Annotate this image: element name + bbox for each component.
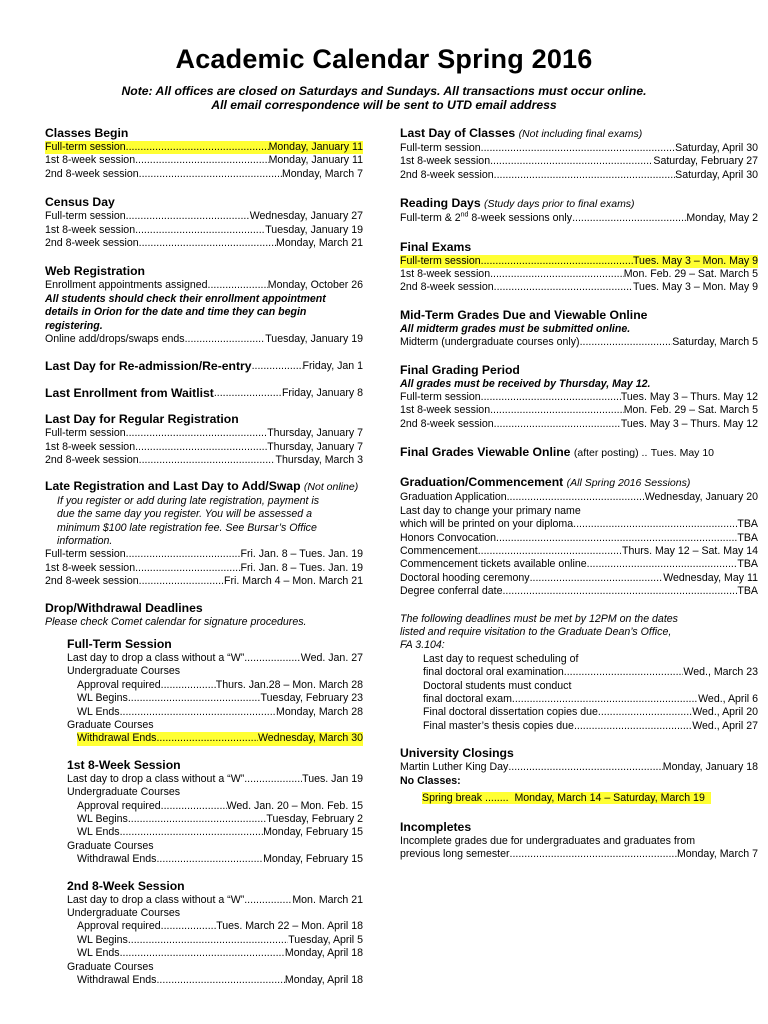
- graduation-section: [400, 475, 758, 598]
- date-row: 2nd 8-week session ..... Tues. May 3 – Thurs. May 12: [400, 418, 758, 431]
- undergrad-label: Undergraduate Courses: [67, 786, 181, 799]
- drop-withdrawal-section: [45, 601, 363, 988]
- date-row: 1st 8-week session ..... Fri. Jan. 8 – Tues. Jan. 19: [45, 562, 363, 575]
- date-row: Approval required ..... Tues. March 22 – Mon. April 18: [67, 920, 363, 933]
- regular-registration-section: [45, 412, 363, 467]
- waitlist-row: Last Enrollment from Waitlist ..... Friday, January 8: [45, 386, 363, 401]
- section-heading: Reading Days (Study days prior to final exams): [400, 196, 635, 211]
- late-fee-notice: If you register or add during late registration, payment is due the same day you register. You will be assessed a minimum $100 late registration fee. See Bursar’s Office information.: [57, 494, 320, 547]
- date-row: 1st 8-week session ..... Tuesday, January 19: [45, 224, 363, 237]
- date-row: Full-term session ..... Wednesday, January 27: [45, 210, 363, 223]
- date-row: WL Begins ..... Tuesday, April 5: [67, 934, 363, 947]
- date-row: Final doctoral dissertation copies due ..... Wed., April 20: [400, 706, 758, 719]
- date-row: Withdrawal Ends ..... Monday, February 15: [67, 853, 363, 866]
- date-row: WL Ends ..... Monday, April 18: [67, 947, 363, 960]
- note-line-1: Note: All offices are closed on Saturdays and Sundays. All transactions must occur online.: [121, 84, 647, 98]
- graduate-label: Graduate Courses: [67, 839, 154, 852]
- date-row: 2nd 8-week session ..... Tues. May 3 – Mon. May 9: [400, 281, 758, 294]
- date-row: final doctoral oral examination ..... Wed., March 23: [400, 666, 758, 679]
- date-row: 1st 8-week session ..... Mon. Feb. 29 – Sat. March 5: [400, 404, 758, 417]
- date-row: Full-term session ..... Thursday, January 7: [45, 427, 363, 440]
- date-row: Full-term session ..... Monday, January 11: [45, 141, 363, 154]
- date-row: Withdrawal Ends ..... Wednesday, March 30: [77, 732, 363, 745]
- section-heading: Incompletes: [400, 820, 472, 834]
- date-row: WL Begins ..... Tuesday, February 2: [67, 813, 363, 826]
- section-heading: Census Day: [45, 195, 115, 210]
- graduate-dean-section: [400, 613, 758, 734]
- census-day-section: [45, 195, 363, 250]
- dean-notice-line: FA 3.104:: [400, 639, 445, 652]
- university-closings-section: [400, 746, 758, 806]
- date-row: 2nd 8-week session ..... Monday, March 7: [45, 168, 363, 181]
- date-row: final doctoral exam ..... Wed., April 6: [400, 693, 758, 706]
- date-row: Commencement tickets available online ..... TBA: [400, 558, 758, 571]
- midterm-notice: All midterm grades must be submitted online.: [400, 322, 631, 335]
- undergrad-label: Undergraduate Courses: [67, 665, 181, 678]
- undergrad-label: Undergraduate Courses: [67, 907, 181, 920]
- graduate-label: Graduate Courses: [67, 718, 154, 731]
- dean-notice-line: The following deadlines must be met by 12PM on the dates: [400, 612, 678, 625]
- incompletes-section: [400, 820, 758, 862]
- final-grading-section: [400, 363, 758, 432]
- full-term-block: [45, 637, 363, 746]
- midterm-section: [400, 308, 758, 350]
- section-heading: Graduation/Commencement (All Spring 2016 Sessions): [400, 475, 691, 490]
- section-heading: Final Grading Period: [400, 362, 520, 377]
- section-heading: Last Day of Classes (Not including final exams): [400, 126, 643, 140]
- section-heading: Late Registration and Last Day to Add/Swap (Not online): [45, 478, 359, 493]
- second-8-week-block: [45, 879, 363, 988]
- doctoral-line: Doctoral students must conduct: [423, 679, 572, 692]
- final-grades-online-heading: Final Grades Viewable Online (after posting) .. Tues. May 10: [400, 445, 715, 460]
- date-row: Approval required ..... Thurs. Jan.28 – Mon. March 28: [67, 679, 363, 692]
- date-row: WL Begins ..... Tuesday, February 23: [67, 692, 363, 705]
- first-8-week-block: [45, 758, 363, 867]
- graduate-label: Graduate Courses: [67, 960, 154, 973]
- section-heading: Web Registration: [45, 264, 145, 279]
- note-line-2: All email correspondence will be sent to UTD email address: [211, 97, 557, 112]
- last-day-classes-section: [400, 126, 758, 182]
- spring-break-line: Spring break ........ Monday, March 14 – Saturday, March 19: [400, 788, 758, 806]
- date-row: Full-term & 2nd 8-week sessions only ..... Monday, May 2: [400, 212, 758, 225]
- date-row: Honors Convocation ..... TBA: [400, 532, 758, 545]
- date-row: Last day to drop a class without a “W” ..... Tues. Jan 19: [67, 773, 363, 786]
- section-heading: Last Day for Regular Registration: [45, 412, 239, 427]
- section-heading: Final Exams: [400, 239, 472, 254]
- enrollment-notice: All students should check their enrollment appointment details in Orion for the date and time they can begin registering.: [45, 292, 326, 332]
- incompletes-line: Incomplete grades due for undergraduates and graduates from: [400, 835, 696, 847]
- subsection-heading: 1st 8-Week Session: [67, 757, 181, 772]
- date-row: Midterm (undergraduate courses only) ..... Saturday, March 5: [400, 336, 758, 349]
- date-row: Enrollment appointments assigned ..... Monday, October 26: [45, 279, 363, 292]
- date-row: previous long semester ..... Monday, March 7: [400, 848, 758, 861]
- section-heading: Classes Begin: [45, 126, 129, 140]
- section-heading: University Closings: [400, 746, 514, 761]
- date-row: WL Ends ..... Monday, March 28: [67, 706, 363, 719]
- date-row: 1st 8-week session ..... Thursday, January 7: [45, 441, 363, 454]
- date-row: which will be printed on your diploma ..... TBA: [400, 518, 758, 531]
- date-row: Last day to drop a class without a “W” ..... Wed. Jan. 27: [67, 652, 363, 665]
- classes-begin-section: [45, 126, 363, 181]
- comet-note: Please check Comet calendar for signature procedures.: [45, 615, 307, 628]
- dean-notice-line: listed and require visitation to the Graduate Dean’s Office,: [400, 625, 672, 638]
- late-registration-section: [45, 479, 363, 589]
- date-row: 2nd 8-week session ..... Fri. March 4 – Mon. March 21: [45, 575, 363, 588]
- date-row: 2nd 8-week session ..... Saturday, April 30: [400, 169, 758, 182]
- date-row: Withdrawal Ends ..... Monday, April 18: [67, 974, 363, 987]
- date-row: 2nd 8-week session ..... Thursday, March 3: [45, 454, 363, 467]
- date-row: Degree conferral date ..... TBA: [400, 585, 758, 598]
- date-row: Full-term session ..... Fri. Jan. 8 – Tues. Jan. 19: [45, 548, 363, 561]
- date-row: Martin Luther King Day ..... Monday, January 18: [400, 761, 758, 774]
- grading-notice: All grades must be received by Thursday, May 12.: [400, 377, 651, 390]
- date-row: Graduation Application ..... Wednesday, January 20: [400, 491, 758, 504]
- name-change-line: Last day to change your primary name: [400, 504, 581, 517]
- date-row: Approval required ..... Wed. Jan. 20 – Mon. Feb. 15: [67, 800, 363, 813]
- section-heading: Drop/Withdrawal Deadlines: [45, 600, 203, 615]
- date-row: Doctoral hooding ceremony ..... Wednesday, May 11: [400, 572, 758, 585]
- subsection-heading: 2nd 8-Week Session: [67, 878, 185, 893]
- page-title: Academic Calendar Spring 2016: [175, 44, 593, 74]
- date-row: 2nd 8-week session ..... Monday, March 21: [45, 237, 363, 250]
- reading-days-section: [400, 196, 758, 225]
- left-column: [45, 126, 363, 987]
- date-row: Commencement ..... Thurs. May 12 – Sat. May 14: [400, 545, 758, 558]
- date-row: Full-term session ..... Tues. May 3 – Thurs. May 12: [400, 391, 758, 404]
- section-heading: Mid-Term Grades Due and Viewable Online: [400, 307, 648, 322]
- offices-note: [0, 85, 768, 112]
- subsection-heading: Full-Term Session: [67, 636, 172, 651]
- readmission-row: Last Day for Re-admission/Re-entry ..... Friday, Jan 1: [45, 359, 363, 374]
- right-column: [400, 126, 758, 862]
- date-row: Full-term session ..... Saturday, April 30: [400, 142, 758, 155]
- oral-line: Last day to request scheduling of: [423, 652, 579, 665]
- date-row: Online add/drops/swaps ends ..... Tuesday, January 19: [45, 333, 363, 346]
- web-registration-section: [45, 264, 363, 346]
- date-row: Final master’s thesis copies due ..... Wed., April 27: [400, 720, 758, 733]
- no-classes-label: No Classes:: [400, 774, 461, 787]
- final-exams-section: [400, 240, 758, 295]
- date-row: 1st 8-week session ..... Mon. Feb. 29 – Sat. March 5: [400, 268, 758, 281]
- date-row: Last day to drop a class without a “W” ..... Mon. March 21: [67, 894, 363, 907]
- date-row: WL Ends ..... Monday, February 15: [67, 826, 363, 839]
- date-row: Full-term session ..... Tues. May 3 – Mon. May 9: [400, 255, 758, 268]
- date-row: 1st 8-week session ..... Saturday, February 27: [400, 155, 758, 168]
- date-row: 1st 8-week session ..... Monday, January 11: [45, 154, 363, 167]
